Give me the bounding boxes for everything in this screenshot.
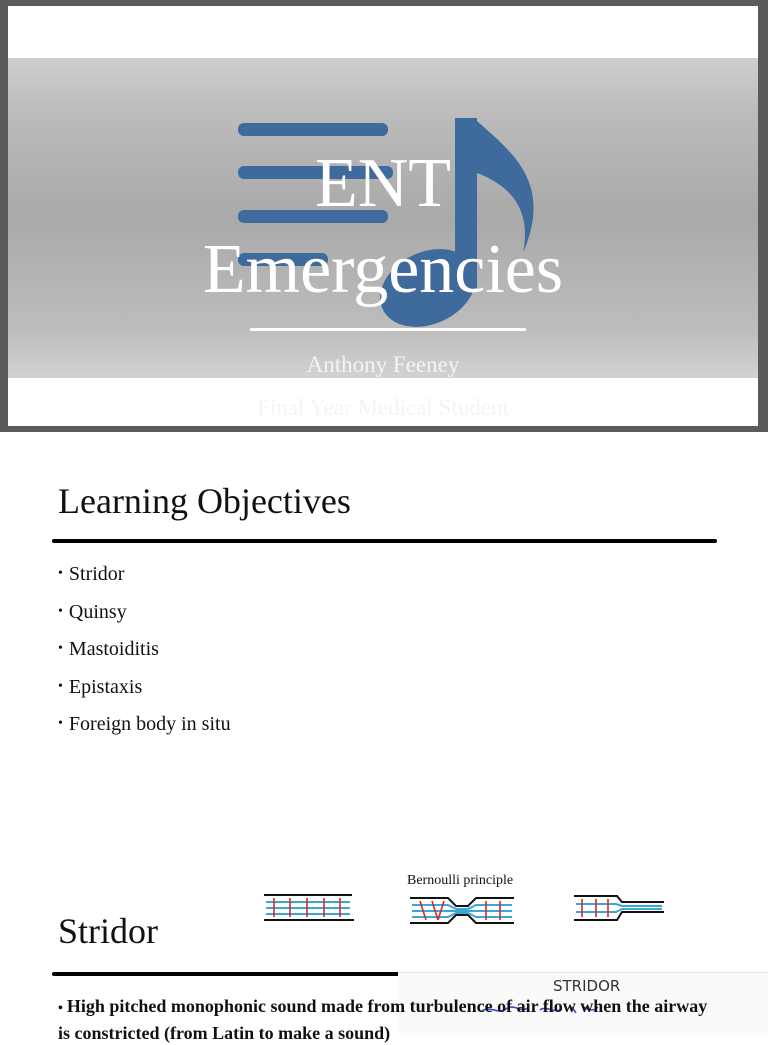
- bullet-icon: •: [58, 716, 63, 731]
- stridor-slide: [0, 852, 768, 1043]
- bullet-icon: •: [58, 603, 63, 619]
- list-item: [58, 598, 231, 636]
- list-item-text: Mastoiditis: [68, 638, 159, 660]
- slide-heading: Stridor: [58, 911, 159, 951]
- bullet-icon: •: [58, 566, 63, 581]
- list-item-text: Stridor: [68, 563, 125, 585]
- presenter-role: Final Year Medical Student: [257, 395, 509, 420]
- bullet-icon: •: [58, 1001, 63, 1016]
- list-item: [58, 560, 231, 598]
- list-item-text: Epistaxis: [68, 675, 143, 698]
- constricted-airway-diagram: [408, 890, 518, 930]
- presenter-name: Anthony Feeney: [306, 352, 460, 377]
- bullet-icon: •: [58, 678, 63, 694]
- list-item-text: Quinsy: [68, 600, 127, 623]
- slide-heading: Learning Objectives: [58, 481, 351, 521]
- stridor-definition-text: High pitched monophonic sound made from turbulence of air flow when the airway is constricted (from Latin to make a sound): [58, 996, 708, 1043]
- stridor-definition: [58, 994, 708, 1045]
- title-underline: [250, 328, 526, 331]
- list-item: [58, 635, 231, 673]
- whiteboard-label: STRIDOR: [553, 977, 621, 995]
- list-item-text: Foreign body in situ: [68, 713, 231, 735]
- objectives-list: [58, 560, 231, 748]
- title-line-1: ENT: [314, 145, 452, 222]
- list-item: [58, 710, 231, 748]
- narrowing-airway-diagram: [572, 890, 667, 926]
- title-line-2: Emergencies: [202, 231, 564, 308]
- title-band: [8, 58, 758, 420]
- title-slide-canvas: [8, 6, 758, 426]
- bullet-icon: •: [58, 641, 63, 656]
- list-item: [58, 673, 231, 711]
- title-slide: [0, 0, 768, 432]
- straight-airway-diagram: [262, 890, 357, 926]
- diagram-caption: Bernoulli principle: [407, 873, 514, 888]
- objectives-slide: [0, 432, 768, 852]
- heading-rule: [52, 539, 717, 543]
